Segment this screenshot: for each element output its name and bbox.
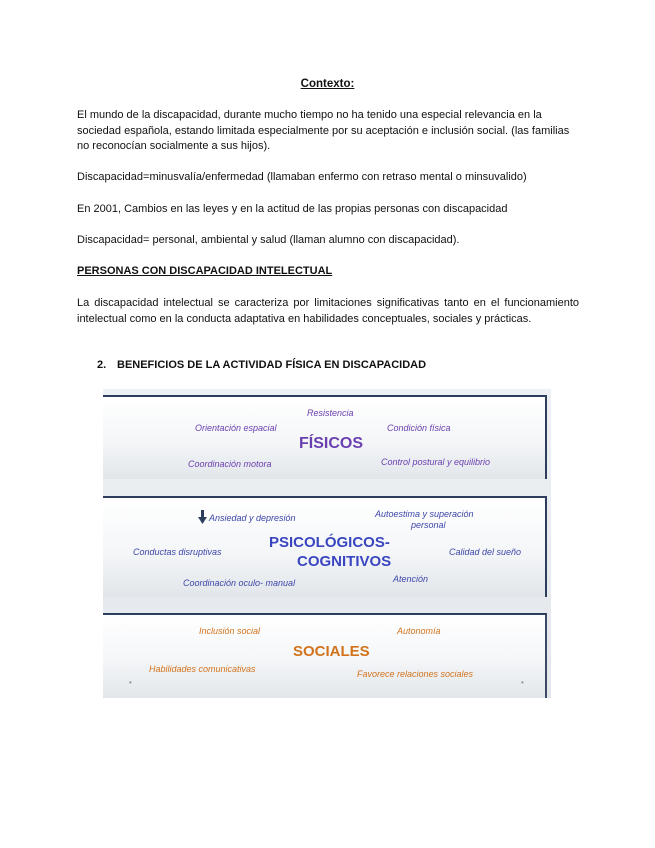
- psicologicos-panel: [103, 496, 547, 597]
- section-paragraph: La discapacidad intelectual se caracteriza por limitaciones significativas tanto en el funcionamiento intelectual como en la conducta adaptativa en habilidades conceptuales, sociales y prácticas.: [77, 297, 579, 325]
- numbered-heading: [97, 359, 426, 371]
- psicologicos-title-line1: PSICOLÓGICOS-: [269, 534, 390, 551]
- fisicos-panel: [103, 395, 547, 479]
- definition-paragraph-2: Discapacidad= personal, ambiental y salud (llaman alumno con discapacidad).: [77, 234, 460, 246]
- habilidades-label: Habilidades comunicativas: [149, 664, 256, 674]
- resistencia-label: Resistencia: [307, 408, 354, 418]
- autoestima-label-line1: Autoestima y superación: [375, 509, 474, 519]
- coordinacion-label: Coordinación motora: [188, 459, 272, 469]
- change-paragraph: En 2001, Cambios en las leyes y en la actitud de las propias personas con discapacidad: [77, 203, 508, 215]
- section-title: PERSONAS CON DISCAPACIDAD INTELECTUAL: [77, 265, 333, 277]
- intro-paragraph: El mundo de la discapacidad, durante mucho tiempo no ha tenido una especial relevancia en la sociedad española, estando limitada especialmente por su aceptación e inclusión social. (las familias no reconocían socialmente a sus hijos).: [77, 109, 570, 152]
- coordinacion-oculo-label: Coordinación oculo- manual: [183, 578, 296, 588]
- fisicos-title: FÍSICOS: [299, 435, 364, 452]
- autonomia-label: Autonomía: [397, 626, 441, 636]
- inclusion-label: Inclusión social: [199, 626, 261, 636]
- atencion-label: Atención: [393, 574, 429, 584]
- orientacion-label: Orientación espacial: [195, 423, 277, 433]
- down-arrow-icon: [198, 510, 207, 524]
- benefits-figure: [103, 389, 551, 698]
- bullet-dot-icon: •: [521, 678, 524, 687]
- calidad-label: Calidad del sueño: [449, 547, 522, 557]
- heading-text: BENEFICIOS DE LA ACTIVIDAD FÍSICA EN DISCAPACIDAD: [117, 359, 427, 371]
- control-label: Control postural y equilibrio: [381, 457, 491, 467]
- sociales-title: SOCIALES: [293, 643, 370, 660]
- relaciones-label: Favorece relaciones sociales: [357, 669, 474, 679]
- bullet-dot-icon: •: [129, 678, 132, 687]
- ansiedad-label: Ansiedad y depresión: [209, 513, 296, 523]
- definition-paragraph-1: Discapacidad=minusvalía/enfermedad (llamaban enfermo con retraso mental o minsuvalido): [77, 171, 527, 183]
- context-heading: Contexto:: [300, 78, 355, 90]
- sociales-panel: [103, 613, 547, 698]
- autoestima-label-line2: personal: [411, 520, 446, 530]
- heading-number: 2.: [97, 359, 107, 371]
- psicologicos-title-line2: COGNITIVOS: [297, 553, 392, 570]
- condicion-label: Condición física: [387, 423, 451, 433]
- conductas-label: Conductas disruptivas: [133, 547, 222, 557]
